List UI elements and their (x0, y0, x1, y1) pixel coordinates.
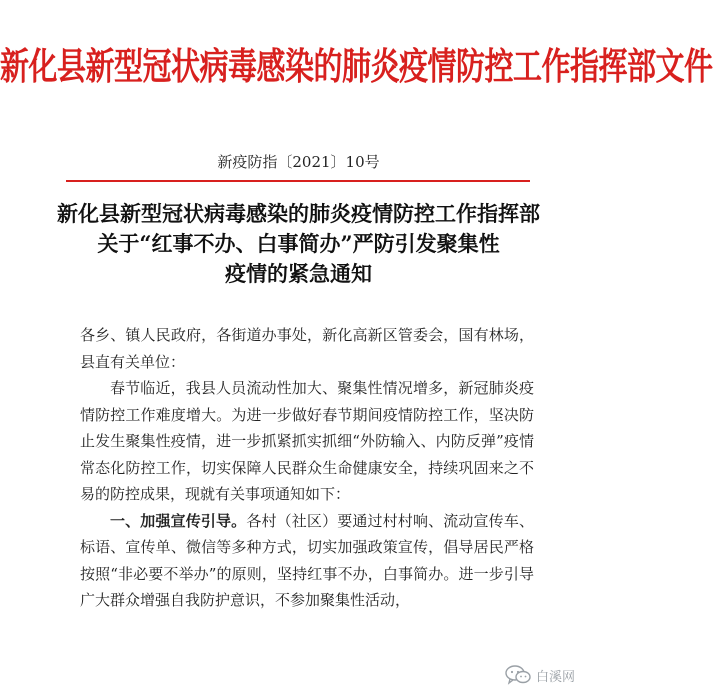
red-header-title: 新化县新型冠状病毒感染的肺炎疫情防控工作指挥部文件 (0, 46, 713, 88)
red-divider (66, 180, 530, 182)
source-watermark (505, 665, 575, 685)
notice-body (80, 322, 534, 614)
notice-title-line-3: 疫情的紧急通知 (225, 261, 372, 286)
notice-title-line-2: 关于“红事不办、白事简办”严防引发聚集性 (97, 231, 500, 256)
section-1-heading: 一、加强宣传引导。 (110, 511, 247, 530)
section-1-paragraph (80, 508, 534, 614)
notice-title-line-1: 新化县新型冠状病毒感染的肺炎疫情防控工作指挥部 (57, 201, 540, 226)
wechat-icon (505, 665, 531, 685)
intro-paragraph: 春节临近，我县人员流动性加大、聚集性情况增多，新冠肺炎疫情防控工作难度增大。为进一步做好春节期间疫情防控工作，坚决防止发生聚集性疫情，进一步抓紧抓实抓细“外防输入、内防反弹”疫情常态化防控工作，切实保障人民群众生命健康安全，持续巩固来之不易的防控成果，现就有关事项通知如下： (80, 379, 534, 503)
notice-title (40, 199, 557, 289)
section-1-text: 各村（社区）要通过村村响、流动宣传车、标语、宣传单、微信等多种方式，切实加强政策宣传，倡导居民严格按照“非必要不举办”的原则，坚持红事不办，白事简办。进一步引导广大群众增强自我防护意识，不参加聚集性活动， (80, 511, 534, 609)
addressee-paragraph: 各乡、镇人民政府，各街道办事处，新化高新区管委会，国有林场，县直有关单位： (80, 326, 534, 371)
document-number: 新疫防指〔2021〕10号 (217, 153, 380, 171)
watermark-text: 白溪网 (535, 669, 575, 685)
